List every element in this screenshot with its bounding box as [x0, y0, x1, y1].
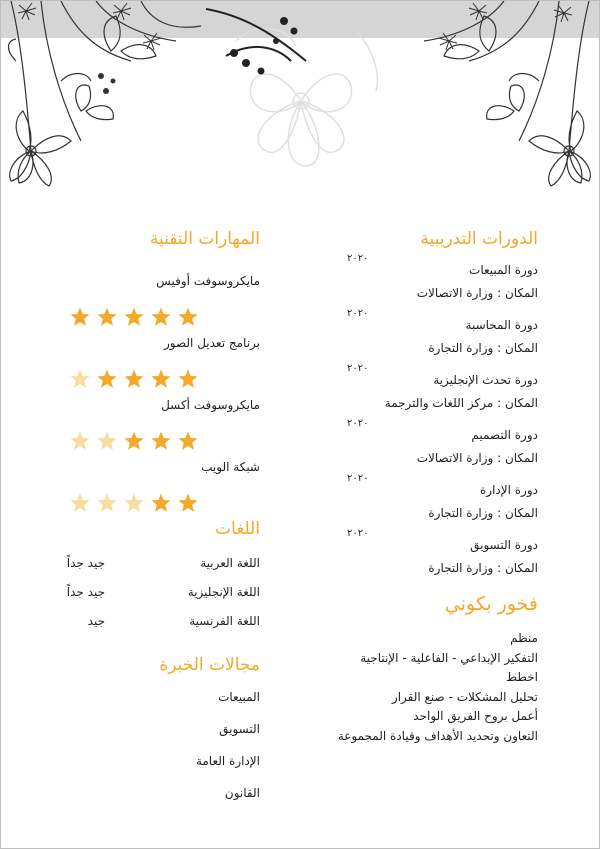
proud-line: التفكير الإبداعي - الفاعلية - الإنتاجية: [360, 650, 538, 665]
course-place: المكان : وزارة التجارة: [428, 561, 538, 575]
proud-line: منظم: [510, 631, 538, 645]
proud-line: أعمل بروح الفريق الواحد: [413, 709, 538, 723]
floral-center-illustration: [206, 1, 396, 186]
expertise-title: مجالات الخبرة: [159, 655, 260, 675]
languages-title: اللغات: [215, 519, 260, 539]
proud-line: تحليل المشكلات - صنع القرار: [391, 689, 538, 704]
star-icon: [96, 492, 118, 514]
course-place: المكان : وزارة الاتصالات: [416, 451, 538, 465]
star-icon: [150, 368, 172, 390]
skill-name: مايكروسوفت أوفيس: [156, 274, 260, 288]
star-icon: [177, 492, 199, 514]
language-level: جيد: [87, 614, 105, 628]
skill-name: برنامج تعديل الصور: [163, 336, 260, 350]
star-icon: [150, 492, 172, 514]
language-name: اللغة العربية: [200, 556, 260, 570]
course-name: دورة المبيعات: [469, 263, 538, 277]
course-name: دورة تحدث الإنجليزية: [433, 373, 538, 387]
course-year: ٢٠٢٠: [347, 418, 369, 429]
course-year: ٢٠٢٠: [347, 253, 369, 264]
skill-name: شبكة الويب: [201, 460, 260, 474]
star-icon: [123, 368, 145, 390]
star-icon: [177, 368, 199, 390]
star-icon: [96, 368, 118, 390]
course-place: المكان : مركز اللغات والترجمة: [384, 396, 538, 410]
floral-right-illustration: [404, 1, 599, 191]
course-name: دورة المحاسبة: [465, 318, 538, 332]
star-icon: [69, 430, 91, 452]
language-level: جيد جداً: [66, 556, 105, 570]
course-year: ٢٠٢٠: [347, 473, 369, 484]
course-name: دورة الإدارة: [480, 483, 538, 497]
course-name: دورة التصميم: [471, 428, 538, 442]
proud-line: اخطط: [506, 670, 538, 684]
language-name: اللغة الفرنسية: [189, 614, 260, 628]
skill-rating: [69, 492, 199, 514]
star-icon: [69, 492, 91, 514]
skill-name: مايكروسوفت أكسل: [161, 398, 260, 412]
star-icon: [69, 368, 91, 390]
star-icon: [177, 306, 199, 328]
course-place: المكان : وزارة التجارة: [428, 506, 538, 520]
skills-title: المهارات التقنية: [149, 229, 260, 249]
language-level: جيد جداً: [66, 585, 105, 599]
course-place: المكان : وزارة الاتصالات: [416, 286, 538, 300]
skill-rating: [69, 368, 199, 390]
skill-rating: [69, 306, 199, 328]
floral-left-illustration: [1, 1, 211, 191]
course-year: ٢٠٢٠: [347, 363, 369, 374]
course-place: المكان : وزارة التجارة: [428, 341, 538, 355]
proud-title: فخور بكوني: [444, 593, 538, 615]
star-icon: [123, 306, 145, 328]
course-name: دورة التسويق: [470, 538, 538, 552]
star-icon: [150, 306, 172, 328]
expertise-item: القانون: [224, 786, 260, 800]
courses-title: الدورات التدريبية: [420, 229, 538, 249]
star-icon: [123, 430, 145, 452]
star-icon: [69, 306, 91, 328]
star-icon: [96, 306, 118, 328]
proud-line: التعاون وتحديد الأهداف وقيادة المجموعة: [337, 728, 538, 743]
expertise-item: التسويق: [219, 722, 260, 736]
expertise-item: الإدارة العامة: [195, 754, 260, 768]
expertise-item: المبيعات: [218, 690, 260, 704]
course-year: ٢٠٢٠: [347, 308, 369, 319]
skill-rating: [69, 430, 199, 452]
star-icon: [150, 430, 172, 452]
star-icon: [96, 430, 118, 452]
star-icon: [123, 492, 145, 514]
star-icon: [177, 430, 199, 452]
course-year: ٢٠٢٠: [347, 528, 369, 539]
language-name: اللغة الإنجليزية: [187, 585, 260, 599]
